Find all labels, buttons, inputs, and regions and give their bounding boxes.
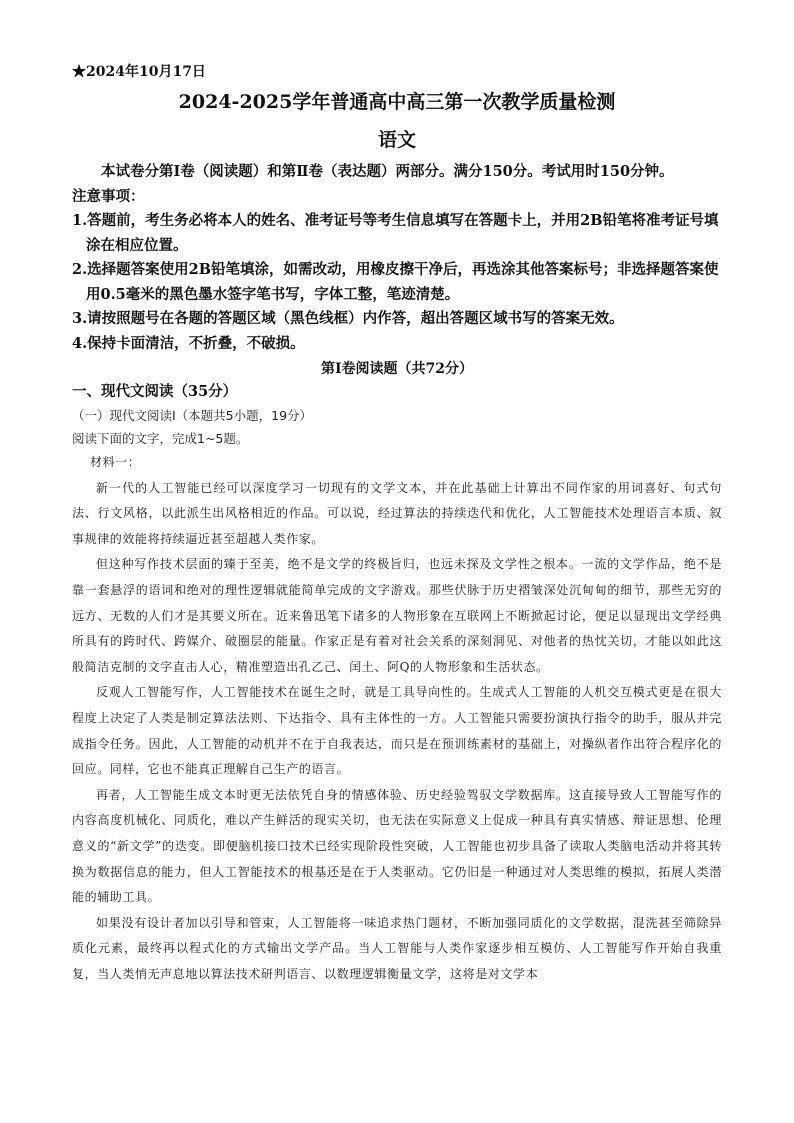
notice-title: 注意事项： xyxy=(72,187,145,205)
article-paragraph: 再者，人工智能生成文本时更无法依凭自身的情感体验、历史经验驾驭文学数据库。这直接导致人工智能写作的内容高度机械化、同质化，难以产生鲜活的现实关切，也无法在实际意义上促成一种具有真实情感、辩证思想、伦理意义的“新文学”的迭变。即便脑机接口技术已经实现阶段性突破，人工智能也初步具备了读取人类脑电活动并将其转换为数据信息的能力，但人工智能技术的根基还是在于人类驱动。它仍旧是一种通过对人类思维的模拟，拓展人类潜能的辅助工具。 xyxy=(72,787,722,905)
material-label: 材料一： xyxy=(90,455,141,469)
notice-item: 2.选择题答案使用2B铅笔填涂，如需改动，用橡皮擦干净后，再选涂其他答案标号；非选择题答案使用0.5毫米的黑色墨水签字笔书写，字体工整，笔迹清楚。 xyxy=(72,261,719,303)
exam-subject: 语文 xyxy=(377,129,416,151)
notice-item: 1.答题前，考生务必将本人的姓名、准考证号等考生信息填写在答题卡上，并用2B铅笔将准考证号填涂在相应位置。 xyxy=(72,212,719,254)
reading-instruction: 阅读下面的文字，完成1~5题。 xyxy=(72,431,249,446)
exam-page xyxy=(72,62,722,987)
article-paragraph: 反观人工智能写作，人工智能技术在诞生之时，就是工具导向性的。生成式人工智能的人机交互模式更是在很大程度上决定了人类是制定算法法则、下达指令、具有主体性的一方。人工智能只需要扮演执行指令的助手，服从并完成指令任务。因此，人工智能的动机并不在于自我表达，而只是在预训练素材的基础上，对操纵者作出符合程序化的回应。同样，它也不能真正理解自己生产的语言。 xyxy=(72,685,722,777)
exam-date: ★2024年10月17日 xyxy=(72,64,206,80)
section-title: 一、现代文阅读（35分） xyxy=(72,383,238,400)
notice-item: 4.保持卡面清洁，不折叠，不破损。 xyxy=(72,334,305,352)
article-paragraph: 如果没有设计者加以引导和管束，人工智能将一味追求热门题材，不断加强同质化的文学数据，混洗甚至筛除异质化元素，最终再以程式化的方式输出文学产品。当人工智能与人类作家逐步相互模仿、人工智能写作开始自我重复，当人类悄无声息地以算法技术研判语言、以数理逻辑衡量文学，这将是对文学本 xyxy=(72,915,722,981)
part-title: 第Ⅰ卷阅读题（共72分） xyxy=(320,361,474,377)
exam-title: 2024-2025学年普通高中高三第一次教学质量检测 xyxy=(178,91,616,113)
subsection-title: （一）现代文阅读Ⅰ（本题共5小题，19分） xyxy=(72,408,313,423)
exam-intro: 本试卷分第Ⅰ卷（阅读题）和第Ⅱ卷（表达题）两部分。满分150分。考试用时150分钟。 xyxy=(101,163,674,180)
article-paragraph: 但这种写作技术层面的臻于至美，绝不是文学的终极旨归，也远未探及文学性之根本。一流的文学作品，绝不是靠一套悬浮的语词和绝对的理性逻辑就能简单完成的文字游戏。那些伏脉于历史褶皱深处沉甸甸的细节，那些无穷的远方、无数的人们才是其要义所在。近来鲁迅笔下诸多的人物形象在互联网上不断掀起讨论，便足以显现出文学经典所具有的跨时代、跨媒介、破圈层的能量。作家正是有着对社会关系的深刻洞见、对他者的热忱关切，才能以如此这般简洁克制的文字直击人心，精准塑造出孔乙己、闰土、阿Q的人物形象和生活状态。 xyxy=(72,557,722,674)
article-paragraph: 新一代的人工智能已经可以深度学习一切现有的文学文本，并在此基础上计算出不同作家的用词喜好、句式句法、行文风格，以此派生出风格相近的作品。可以说，经过算法的持续迭代和优化，人工智能技术处理语言本质、叙事规律的效能将持续逼近甚至超越人类作家。 xyxy=(72,480,722,546)
notice-item: 3.请按照题号在各题的答题区域（黑色线框）内作答，超出答题区域书写的答案无效。 xyxy=(72,310,624,327)
